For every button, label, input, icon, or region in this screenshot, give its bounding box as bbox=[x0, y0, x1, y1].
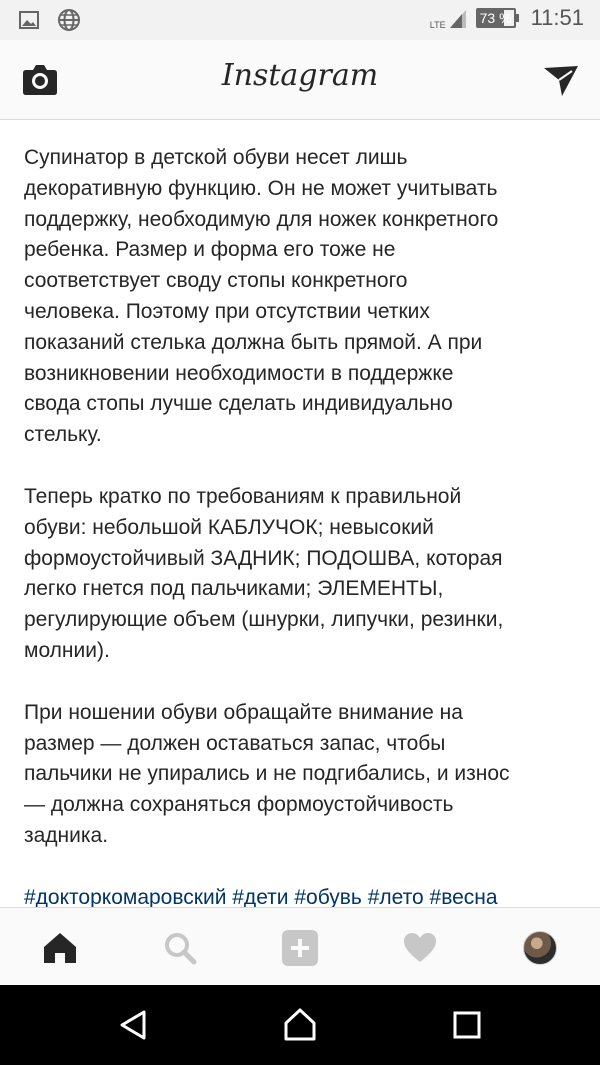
caption-paragraph-2: Теперь кратко по требованиям к правильной обуви: небольшой КАБЛУЧОК; невысокий формоустойчивый ЗАДНИК; ПОДОШВА, которая легко гнется под пальчиками; ЭЛЕМЕНТЫ, регулирующие объем (шнурки, липучки, резинки, молнии). bbox=[24, 484, 504, 662]
back-icon bbox=[116, 1008, 150, 1042]
battery-percent: 73 % bbox=[479, 10, 512, 26]
network-indicator bbox=[430, 6, 468, 30]
battery-cap bbox=[516, 14, 519, 22]
recents-icon bbox=[452, 1010, 482, 1040]
image-icon bbox=[18, 9, 40, 31]
globe-icon bbox=[56, 7, 82, 33]
add-post-icon bbox=[281, 929, 319, 967]
app-header bbox=[0, 40, 600, 120]
instagram-logo: Instagram bbox=[221, 58, 379, 93]
search-icon bbox=[163, 931, 197, 965]
profile-avatar bbox=[523, 931, 557, 965]
caption-paragraph-1: Супинатор в детской обуви несет лишь декоративную функцию. Он не может учитывать поддержку, необходимую для ножек конкретного ребенка. Размер и форма его тоже не соответствует своду стопы конкретного человека. Поэтому при отсутствии четких показаний стелька должна быть прямой. А при возникновении необходимости в поддержке свода стопы лучше сделать индивидуально стельку. bbox=[24, 146, 499, 447]
android-back-button[interactable] bbox=[113, 1007, 153, 1043]
status-right-icons bbox=[430, 5, 584, 31]
nav-activity[interactable] bbox=[400, 928, 440, 968]
android-recents-button[interactable] bbox=[447, 1007, 487, 1043]
status-time: 11:51 bbox=[530, 5, 584, 30]
bottom-navigation bbox=[0, 907, 600, 985]
status-bar bbox=[0, 0, 600, 40]
android-home-button[interactable] bbox=[280, 1007, 320, 1043]
heart-icon bbox=[402, 932, 438, 964]
direct-message-button[interactable] bbox=[542, 62, 580, 98]
nav-search[interactable] bbox=[160, 928, 200, 968]
android-navigation-bar bbox=[0, 985, 600, 1065]
nav-add-post[interactable] bbox=[280, 928, 320, 968]
signal-icon bbox=[448, 6, 468, 30]
nav-profile[interactable] bbox=[520, 928, 560, 968]
status-left-icons bbox=[18, 7, 82, 33]
caption-paragraph-3: При ношении обуви обращайте внимание на размер — должен оставаться запас, чтобы пальчики не упирались и не подгибались, и износ — должна сохраняться формоустойчивость задника. bbox=[24, 700, 510, 847]
home-icon bbox=[42, 931, 78, 965]
home-circle-icon bbox=[282, 1007, 318, 1043]
battery-icon bbox=[476, 8, 516, 28]
send-icon bbox=[542, 62, 580, 98]
network-label: LTE bbox=[429, 20, 446, 30]
hashtags[interactable]: #докторкомаровский #дети #обувь #лето #весна bbox=[24, 885, 498, 907]
nav-home[interactable] bbox=[40, 928, 80, 968]
post-caption bbox=[24, 143, 580, 907]
